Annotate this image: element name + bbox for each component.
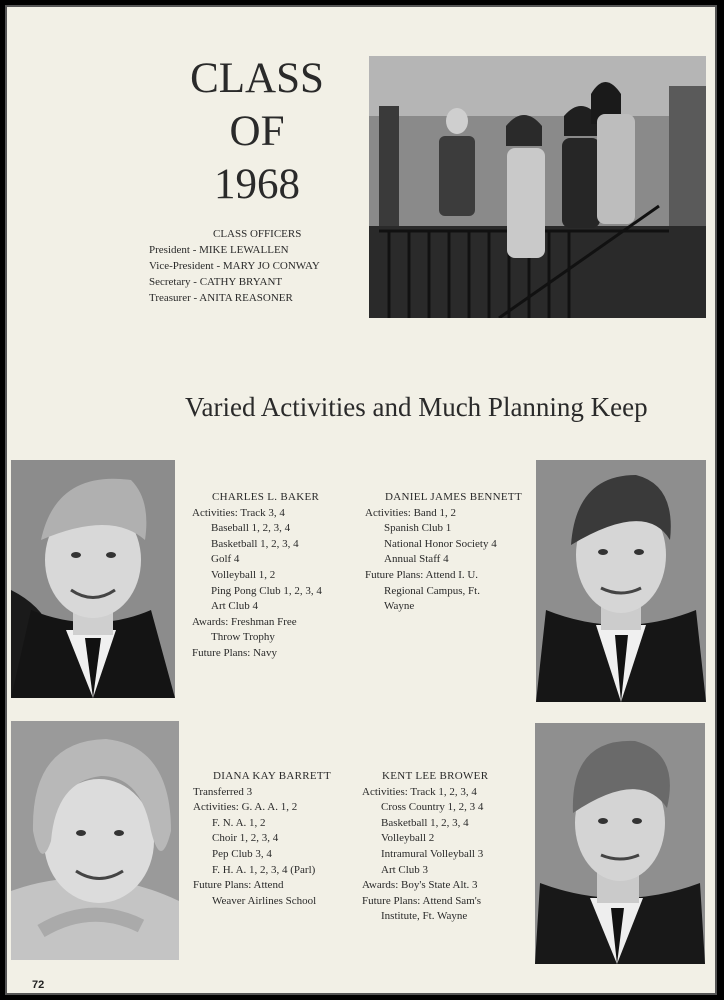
bio-daniel-bennett — [365, 490, 522, 615]
student-name: KENT LEE BROWER — [382, 770, 489, 782]
bio-line: F. N. A. 1, 2 — [212, 816, 266, 829]
bio-line: Transferred 3 — [193, 785, 253, 798]
bio-line: Art Club 3 — [381, 863, 429, 876]
bio-line: Awards: Boy's State Alt. 3 — [362, 879, 478, 892]
bio-line: Future Plans: Navy — [192, 646, 277, 659]
portrait-kent-brower — [535, 723, 705, 964]
bio-line: Wayne — [384, 600, 415, 613]
bio-line: Cross Country 1, 2, 3 4 — [381, 801, 484, 814]
officers-heading: CLASS OFFICERS — [213, 228, 302, 240]
page-number: 72 — [32, 979, 45, 991]
student-name: DANIEL JAMES BENNETT — [385, 491, 522, 503]
bio-line: Regional Campus, Ft. — [384, 584, 480, 597]
bio-line: Art Club 4 — [211, 600, 259, 613]
bio-line: Awards: Freshman Free — [192, 615, 297, 628]
bio-line: Basketball 1, 2, 3, 4 — [211, 537, 299, 550]
portrait-daniel-bennett — [536, 460, 706, 702]
bio-line: Future Plans: Attend — [193, 879, 284, 892]
bio-line: Basketball 1, 2, 3, 4 — [381, 816, 469, 829]
officer-secretary: Secretary - CATHY BRYANT — [149, 276, 283, 288]
bio-line: National Honor Society 4 — [384, 537, 497, 550]
banner-headline: Varied Activities and Much Planning Keep — [185, 392, 648, 422]
bio-kent-brower — [362, 769, 488, 925]
bio-line: Activities: Band 1, 2 — [365, 506, 457, 519]
headline-class: CLASS — [190, 55, 324, 102]
portrait-diana-barrett — [11, 721, 179, 960]
bio-line: F. H. A. 1, 2, 3, 4 (Parl) — [212, 863, 316, 876]
class-officers-photo — [369, 56, 706, 318]
officer-treasurer: Treasurer - ANITA REASONER — [149, 292, 293, 304]
bio-line: Ping Pong Club 1, 2, 3, 4 — [211, 584, 322, 597]
officer-vice-president: Vice-President - MARY JO CONWAY — [149, 260, 320, 272]
class-officers — [149, 226, 379, 306]
bio-line: Volleyball 1, 2 — [211, 568, 276, 581]
bio-line: Volleyball 2 — [381, 832, 435, 845]
officer-president: President - MIKE LEWALLEN — [149, 244, 289, 256]
bio-line: Golf 4 — [211, 553, 240, 566]
yearbook-page — [5, 5, 717, 995]
portrait-charles-baker — [11, 460, 175, 698]
bio-line: Activities: Track 1, 2, 3, 4 — [362, 785, 477, 798]
bio-line: Weaver Airlines School — [212, 894, 317, 907]
headline-year: 1968 — [214, 161, 300, 208]
headline-of: OF — [229, 108, 285, 155]
bio-diana-barrett — [193, 769, 331, 909]
bio-line: Annual Staff 4 — [384, 553, 449, 566]
bio-line: Intramural Volleyball 3 — [381, 847, 484, 860]
bio-line: Institute, Ft. Wayne — [381, 910, 468, 923]
student-name: CHARLES L. BAKER — [212, 491, 320, 503]
bio-charles-baker — [192, 490, 322, 662]
student-name: DIANA KAY BARRETT — [213, 770, 331, 782]
bio-line: Choir 1, 2, 3, 4 — [212, 832, 279, 845]
bio-line: Activities: Track 3, 4 — [192, 506, 285, 519]
bio-line: Baseball 1, 2, 3, 4 — [211, 522, 291, 535]
bio-line: Future Plans: Attend I. U. — [365, 568, 479, 581]
bio-line: Future Plans: Attend Sam's — [362, 894, 482, 907]
bio-line: Pep Club 3, 4 — [212, 847, 272, 860]
bio-line: Spanish Club 1 — [384, 522, 452, 535]
bio-line: Throw Trophy — [211, 631, 275, 644]
bio-line: Activities: G. A. A. 1, 2 — [193, 801, 298, 814]
